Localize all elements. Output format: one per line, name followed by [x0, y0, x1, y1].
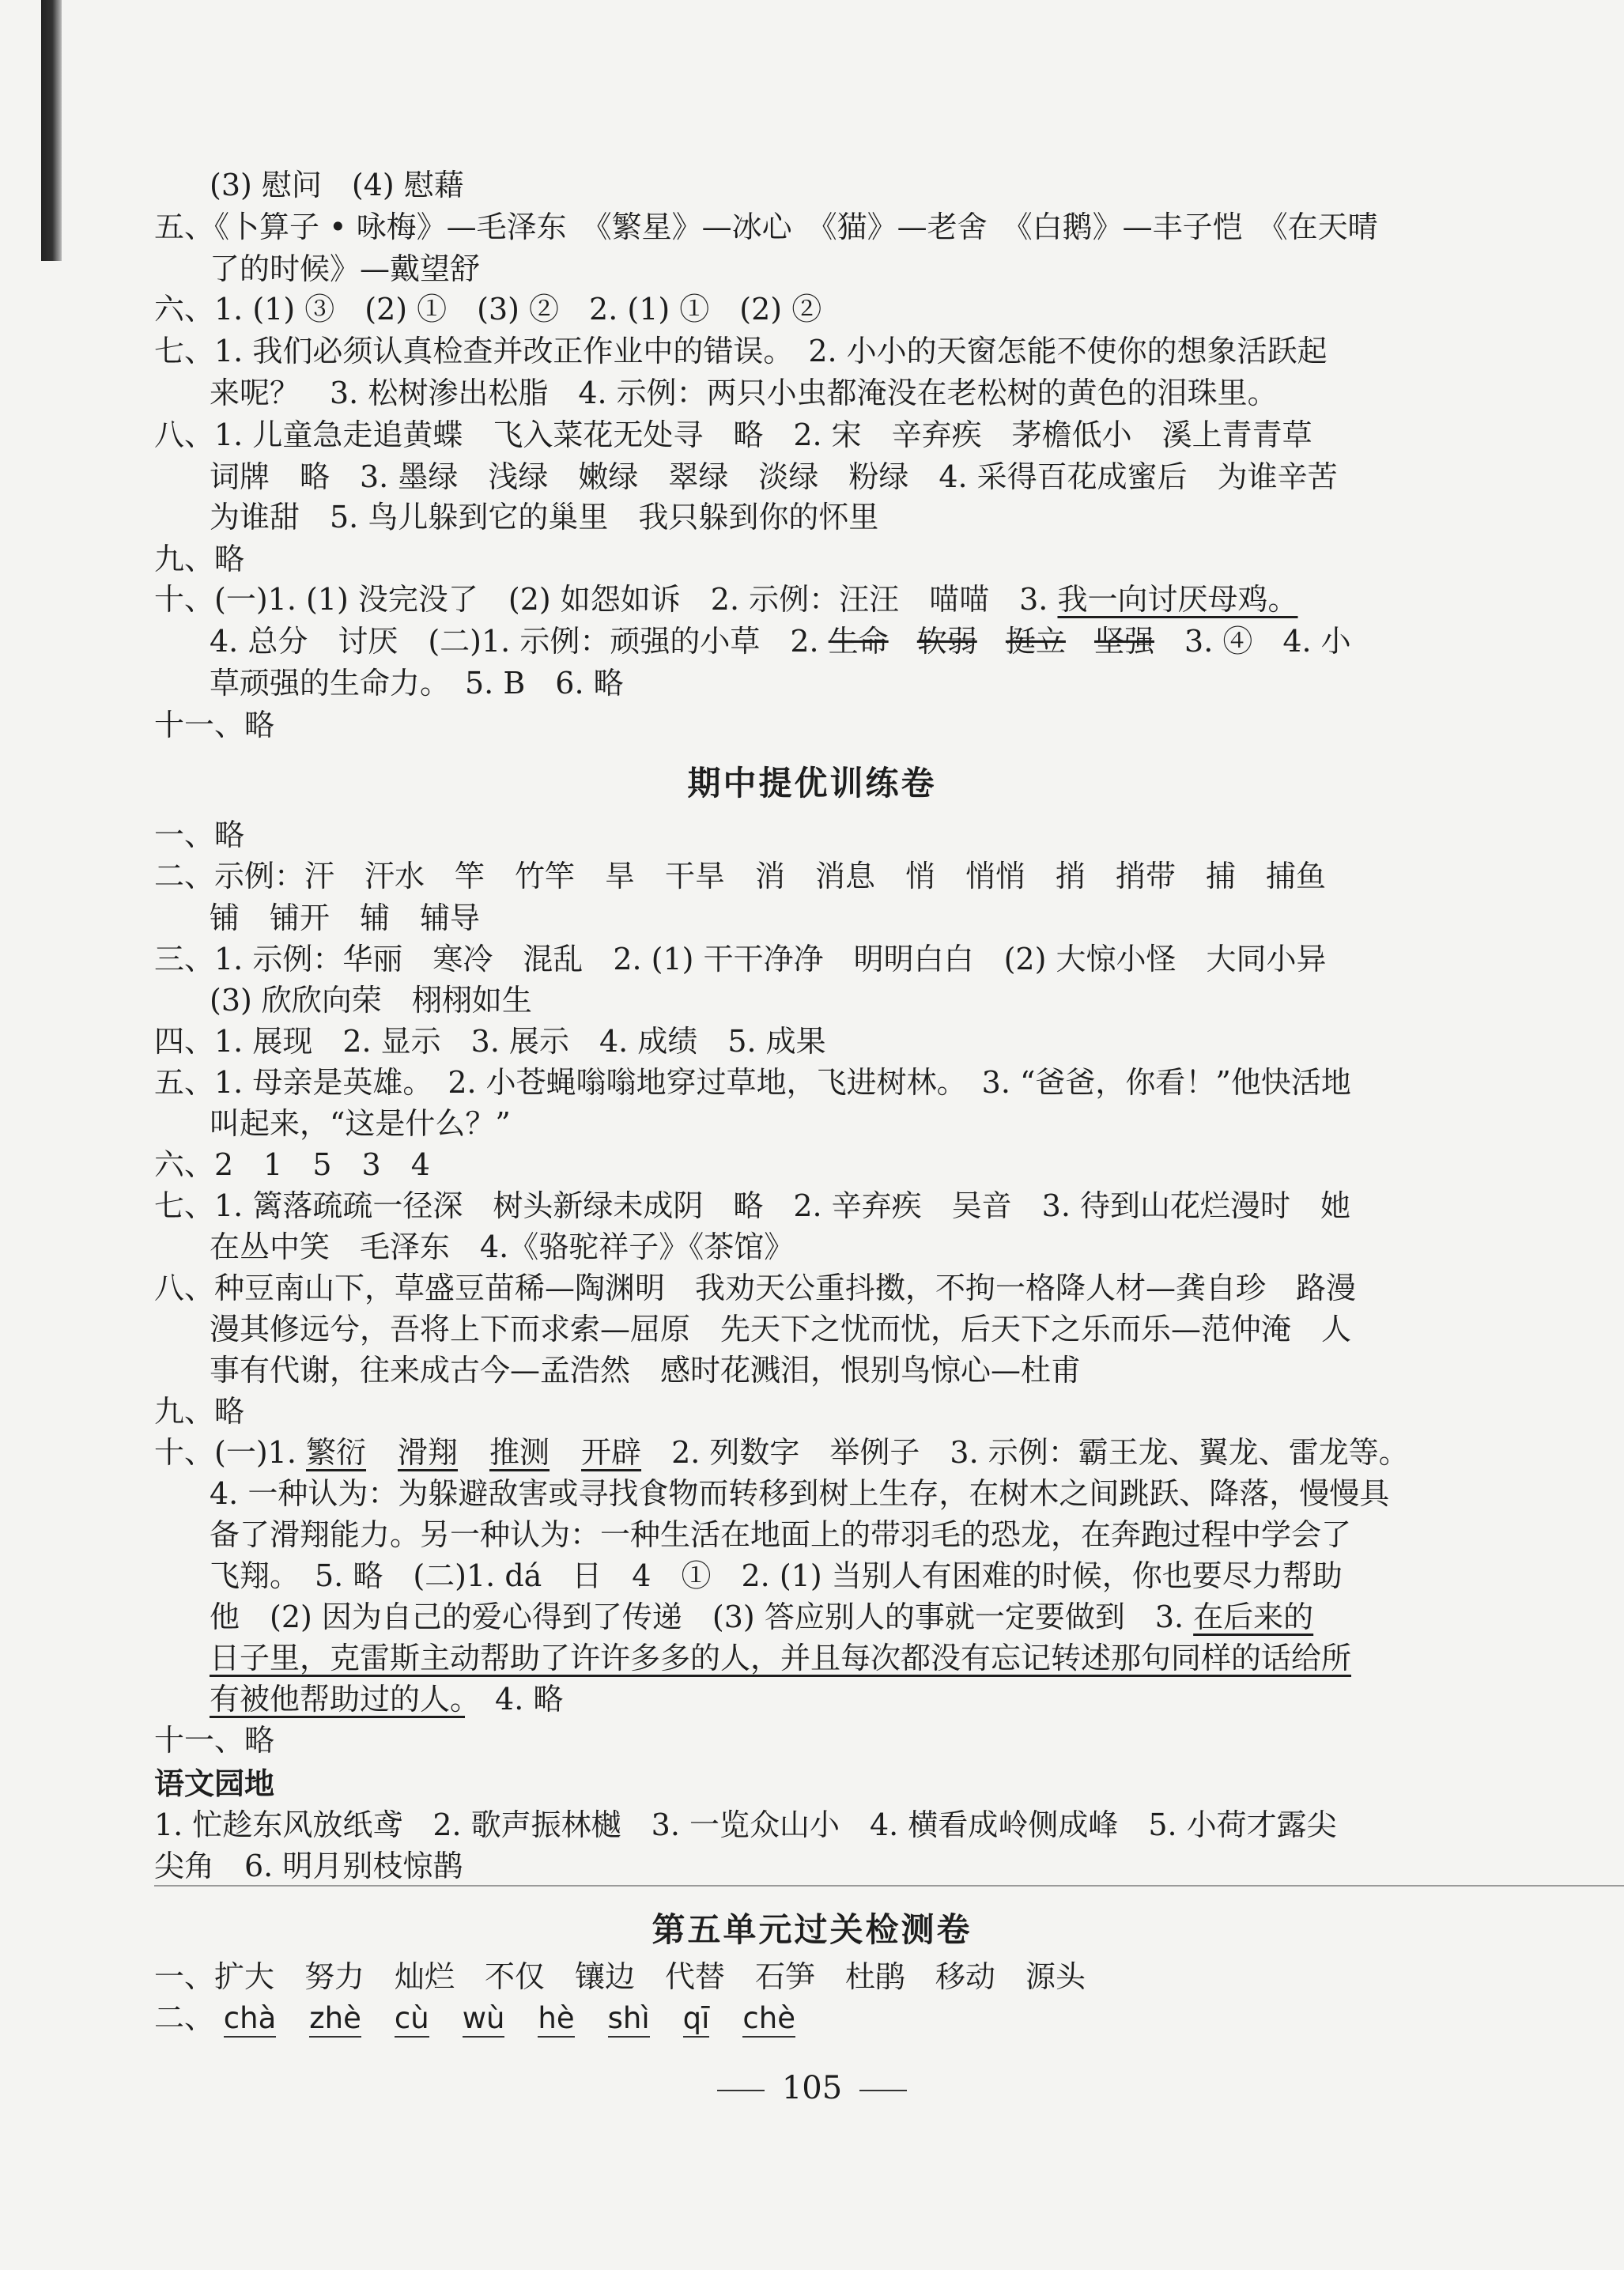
answer-line: 七、1. 我们必须认真检查并改正作业中的错误。 2. 小小的天窗怎能不使你的想象活跃起 [154, 334, 1328, 368]
underlined-word: 推测 [489, 1435, 550, 1470]
line-text: 4. 略 [465, 1682, 564, 1717]
answer-line: 备了滑翔能力。另一种认为：一种生活在地面上的带羽毛的恐龙，在奔跑过程中学会了 [210, 1517, 1352, 1552]
answer-line: 十一、略 [154, 1723, 275, 1758]
pinyin-item: zhè [309, 2001, 361, 2038]
pinyin-item: shì [608, 2001, 650, 2038]
dash-left [717, 2090, 765, 2091]
pinyin-item: wù [463, 2001, 505, 2038]
line-text: 他 (2) 因为自己的爱心得到了传递 (3) 答应别人的事就一定要做到 3. [210, 1600, 1194, 1634]
pinyin-item: hè [538, 2001, 574, 2038]
answer-line: 飞翔。 5. 略 (二)1. dá 日 4 ① 2. (1) 当别人有困难的时候，你也要尽力帮助 [210, 1558, 1343, 1593]
answer-line [210, 1679, 1490, 1720]
underlined-word: 开辟 [581, 1435, 642, 1470]
underlined-word: 滑翔 [398, 1435, 459, 1470]
answer-line: 七、1. 篱落疏疏一径深 树头新绿未成阴 略 2. 辛弃疾 吴音 3. 待到山花烂漫时 她 [154, 1188, 1351, 1223]
underlined-word: 繁衍 [306, 1435, 367, 1470]
answer-line: 1. 忙趁东风放纸鸢 2. 歌声振林樾 3. 一览众山小 4. 横看成岭侧成峰 5. 小荷才露尖 [154, 1807, 1337, 1842]
section-divider [154, 1885, 1624, 1887]
line-text: 十、(一)1. [154, 1435, 306, 1470]
subheading-garden: 语文园地 [154, 1766, 275, 1801]
underlined-sentence: 有被他帮助过的人。 [210, 1682, 466, 1717]
answer-line: 尖角 6. 明月别枝惊鹊 [154, 1849, 463, 1883]
answer-line: 六、2 1 5 3 4 [154, 1147, 430, 1182]
line-text: 4. 总分 讨厌 (二)1. 示例：顽强的小草 2. [210, 624, 829, 659]
answer-line [154, 1997, 1435, 2039]
answer-line: (3) 慰问 (4) 慰藉 [210, 168, 464, 202]
answer-line: 草顽强的生命力。 5. B 6. 略 [210, 666, 624, 701]
struck-word: 生命 [828, 624, 889, 659]
answer-line: 八、1. 儿童急走追黄蝶 飞入菜花无处寻 略 2. 宋 辛弃疾 茅檐低小 溪上青青草 [154, 417, 1312, 452]
struck-word: 坚强 [1094, 624, 1155, 659]
line-text: 十、(一)1. (1) 没完没了 (2) 如怨如诉 2. 示例：汪汪 喵喵 3. [154, 582, 1058, 617]
answer-line: 九、略 [154, 542, 245, 576]
section-heading-unit5: 第五单元过关检测卷 [651, 1910, 973, 1949]
answer-line: 铺 铺开 辅 辅导 [210, 901, 481, 935]
answer-line: 一、略 [154, 818, 245, 852]
answer-line: 来呢？ 3. 松树渗出松脂 4. 示例：两只小虫都淹没在老松树的黄色的泪珠里。 [210, 376, 1278, 410]
pinyin-item: qī [683, 2001, 710, 2038]
answer-line: 为谁甜 5. 鸟儿躲到它的巢里 我只躲到你的怀里 [210, 500, 879, 534]
answer-line: 五、《卜算子 • 咏梅》—毛泽东 《繁星》—冰心 《猫》—老舍 《白鹅》—丰子恺 《在天晴 [154, 210, 1378, 244]
line-text: 二、 [154, 2000, 215, 2035]
line-text: 3. ④ 4. 小 [1154, 624, 1351, 659]
answer-line [210, 1596, 1490, 1637]
answer-line [210, 1637, 1490, 1679]
answer-line: 八、种豆南山下，草盛豆苗稀—陶渊明 我劝天公重抖擞，不拘一格降人材—龚自珍 路漫 [154, 1271, 1357, 1305]
answer-line: 三、1. 示例：华丽 寒冷 混乱 2. (1) 干干净净 明明白白 (2) 大惊小怪 大同小异 [154, 942, 1327, 976]
answer-line: 词牌 略 3. 墨绿 浅绿 嫩绿 翠绿 淡绿 粉绿 4. 采得百花成蜜后 为谁辛苦 [210, 459, 1338, 494]
answer-line: 二、示例：汗 汗水 竿 竹竿 旱 干旱 消 消息 悄 悄悄 捎 捎带 捕 捕鱼 [154, 859, 1327, 893]
struck-word: 软弱 [916, 624, 977, 659]
answer-line: 四、1. 展现 2. 显示 3. 展示 4. 成绩 5. 成果 [154, 1024, 826, 1059]
pinyin-item: cù [395, 2001, 429, 2038]
pinyin-item: chà [224, 2001, 276, 2038]
underlined-sentence: 在后来的 [1193, 1600, 1314, 1634]
line-text: 2. 列数字 举例子 3. 示例：霸王龙、翼龙、雷龙等。 [641, 1435, 1409, 1470]
answer-line: 九、略 [154, 1394, 245, 1429]
answer-line: 在丛中笑 毛泽东 4.《骆驼祥子》《茶馆》 [210, 1229, 795, 1264]
answer-line: 4. 一种认为：为躲避敌害或寻找食物而转移到树上生存，在树木之间跳跃、降落，慢慢具 [210, 1476, 1390, 1511]
answer-line: 事有代谢，往来成古今—孟浩然 感时花溅泪，恨别鸟惊心—杜甫 [210, 1353, 1082, 1388]
answer-line [154, 1432, 1435, 1473]
answer-line: 五、1. 母亲是英雄。 2. 小苍蝇嗡嗡地穿过草地，飞进树林。 3. “爸爸，你看！”他快活地 [154, 1065, 1351, 1100]
answer-line [210, 621, 1490, 662]
struck-word: 挺立 [1005, 624, 1066, 659]
answer-line: 漫其修远兮，吾将上下而求索—屈原 先天下之忧而忧，后天下之乐而乐—范仲淹 人 [210, 1312, 1352, 1347]
underlined-sentence: 日子里，克雷斯主动帮助了许许多多的人，并且每次都没有忘记转述那句同样的话给所 [210, 1641, 1352, 1675]
dash-right [859, 2090, 907, 2091]
answer-line: (3) 欣欣向荣 栩栩如生 [210, 983, 532, 1018]
answer-line: 叫起来，“这是什么？” [210, 1106, 511, 1141]
section-heading-midterm: 期中提优训练卷 [687, 764, 937, 803]
answer-line: 十一、略 [154, 708, 275, 742]
pinyin-list [214, 2001, 829, 2035]
page-number-text: 105 [781, 2070, 843, 2106]
answer-line [154, 579, 1435, 620]
answer-line: 了的时候》—戴望舒 [210, 251, 481, 286]
pinyin-item: chè [742, 2001, 795, 2038]
answer-line: 一、扩大 努力 灿烂 不仅 镶边 代替 石笋 杜鹃 移动 源头 [154, 1959, 1086, 1994]
underlined-sentence: 我一向讨厌母鸡。 [1057, 582, 1298, 617]
answer-line: 六、1. (1) ③ (2) ① (3) ② 2. (1) ① (2) ② [154, 292, 822, 327]
page-number [0, 2070, 1624, 2106]
